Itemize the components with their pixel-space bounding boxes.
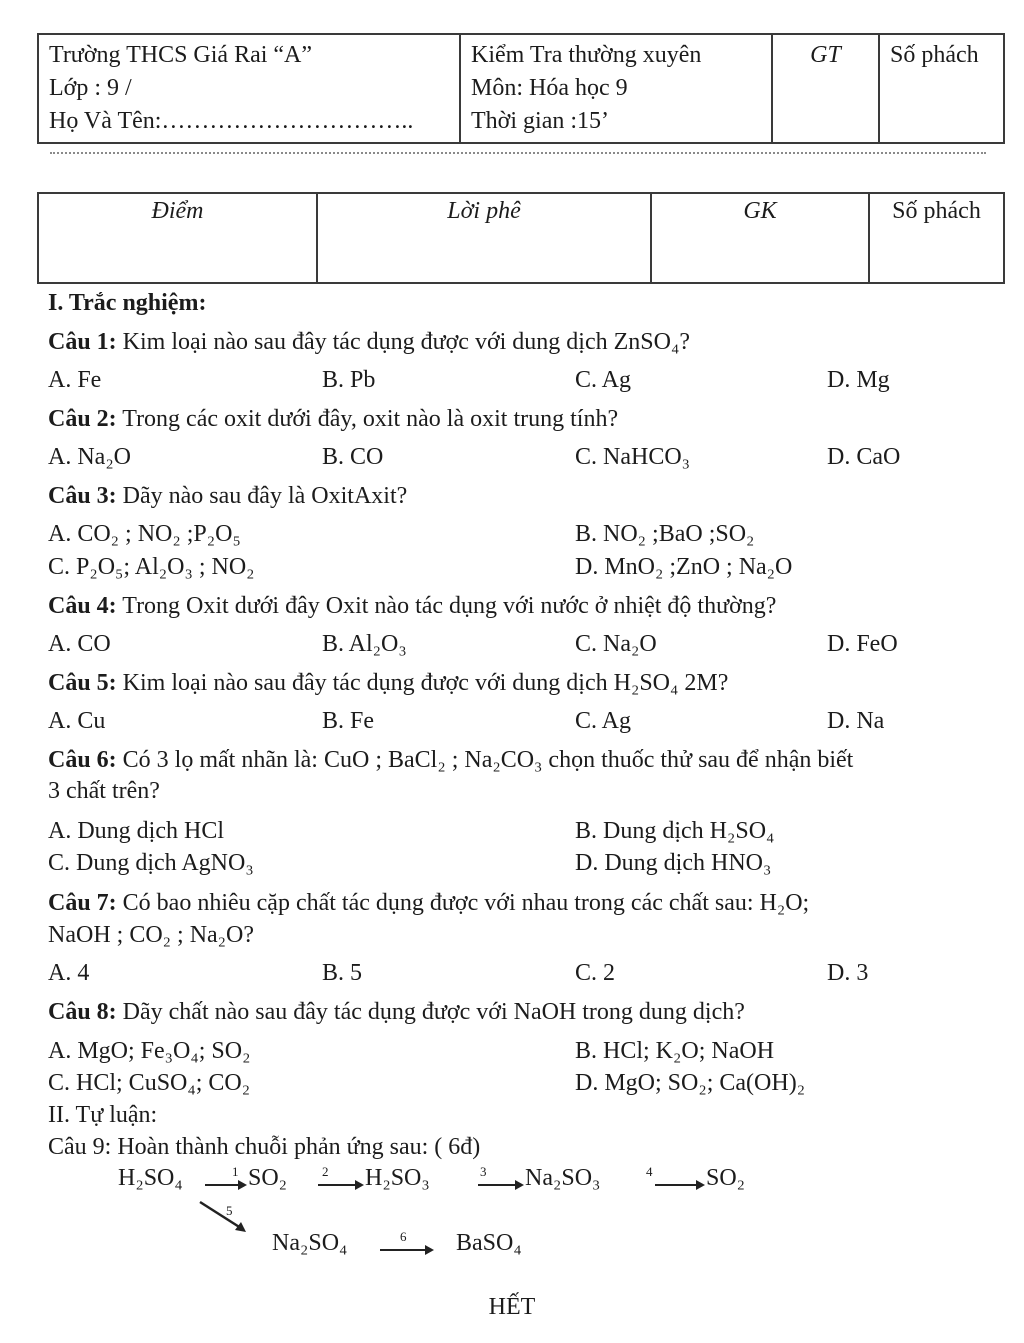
step-number-5: 5 <box>226 1203 233 1218</box>
arrow-4 <box>655 1184 703 1186</box>
question-label: Câu 7: <box>48 890 117 916</box>
step-number-1: 1 <box>232 1164 239 1179</box>
gk-label: GK <box>743 198 777 224</box>
option-d: D. FeO <box>827 631 898 657</box>
option-b: B. Pb <box>322 367 376 393</box>
option-a: A. 4 <box>48 960 90 986</box>
gk-cell <box>651 193 869 283</box>
question-6-cont: 3 chất trên? <box>48 778 160 804</box>
option-a: A. Cu <box>48 708 106 734</box>
compound-baso4: BaSO₄ <box>456 1230 522 1256</box>
option-a: A. CO₂ ; NO₂ ;P₂O₅ <box>48 521 241 547</box>
option-b: B. Dung dịch H₂SO₄ <box>575 818 775 844</box>
option-b: B. HCl; K₂O; NaOH <box>575 1038 775 1064</box>
question-text: Trong Oxit dưới đây Oxit nào tác dụng với nước ở nhiệt độ thường? <box>122 593 777 619</box>
so-phach-cell-2 <box>869 193 1004 283</box>
option-a: A. Dung dịch HCl <box>48 818 224 844</box>
end-marker: HẾT <box>488 1294 536 1320</box>
question-text: Trong các oxit dưới đây, oxit nào là oxit trung tính? <box>122 406 619 432</box>
option-c: C. HCl; CuSO₄; CO₂ <box>48 1070 251 1096</box>
question-4 <box>48 591 776 621</box>
exam-cell <box>460 34 772 143</box>
compound-na2so4: Na₂SO₄ <box>272 1230 348 1256</box>
option-d: D. 3 <box>827 960 869 986</box>
gt-cell <box>772 34 879 143</box>
exam-title: Kiểm Tra thường xuyên <box>471 42 702 68</box>
section-2-heading: II. Tự luận: <box>48 1102 158 1128</box>
option-a: A. Na₂O <box>48 444 132 470</box>
question-5 <box>48 668 728 698</box>
header-table <box>37 33 1005 144</box>
option-b: B. CO <box>322 444 384 470</box>
school-name: Trường THCS Giá Rai “A” <box>49 42 313 68</box>
option-a: A. MgO; Fe₃O₄; SO₂ <box>48 1038 251 1064</box>
question-9: Câu 9: Hoàn thành chuỗi phản ứng sau: ( 6đ) <box>48 1134 481 1160</box>
school-cell <box>38 34 460 143</box>
name-label: Họ Và Tên:………………………….. <box>49 108 414 134</box>
option-d: D. Mg <box>827 367 890 393</box>
compound-na2so3: Na₂SO₃ <box>525 1165 601 1191</box>
question-6 <box>48 745 853 775</box>
question-label: Câu 5: <box>48 670 117 696</box>
arrow-3 <box>478 1184 522 1186</box>
score-table <box>37 192 1005 284</box>
question-label: Câu 1: <box>48 329 117 355</box>
question-3 <box>48 481 407 511</box>
step-number-2: 2 <box>322 1164 329 1179</box>
option-b: B. 5 <box>322 960 363 986</box>
question-8 <box>48 997 745 1027</box>
step-number-6: 6 <box>400 1229 407 1244</box>
option-c: C. Ag <box>575 367 632 393</box>
question-7 <box>48 888 809 918</box>
option-a: A. Fe <box>48 367 102 393</box>
question-text: Có 3 lọ mất nhãn là: CuO ; BaCl₂ ; Na₂CO₃ chọn thuốc thử sau để nhận biết <box>122 747 854 773</box>
question-text: Kim loại nào sau đây tác dụng được với dung dịch H₂SO₄ 2M? <box>122 670 729 696</box>
arrow-6 <box>380 1249 432 1251</box>
question-label: Câu 3: <box>48 483 117 509</box>
time-label: Thời gian :15’ <box>471 108 609 134</box>
compound-h2so4: H₂SO₄ <box>118 1165 183 1191</box>
dotted-separator <box>50 152 986 154</box>
diem-cell <box>38 193 317 283</box>
question-text: Dãy chất nào sau đây tác dụng được với NaOH trong dung dịch? <box>122 999 745 1025</box>
option-c: C. P₂O₅; Al₂O₃ ; NO₂ <box>48 554 255 580</box>
option-c: C. 2 <box>575 960 616 986</box>
option-d: D. MnO₂ ;ZnO ; Na₂O <box>575 554 793 580</box>
gt-label: GT <box>810 42 841 68</box>
option-b: B. Al₂O₃ <box>322 631 407 657</box>
compound-so2-2: SO₂ <box>706 1165 746 1191</box>
step-number-3: 3 <box>480 1164 487 1179</box>
question-label: Câu 4: <box>48 593 117 619</box>
option-b: B. Fe <box>322 708 375 734</box>
question-label: Câu 2: <box>48 406 117 432</box>
option-d: D. MgO; SO₂; Ca(OH)₂ <box>575 1070 806 1096</box>
option-d: D. Dung dịch HNO₃ <box>575 850 772 876</box>
option-b: B. NO₂ ;BaO ;SO₂ <box>575 521 755 547</box>
so-phach-label: Số phách <box>890 42 979 68</box>
question-label: Câu 8: <box>48 999 117 1025</box>
question-text: Kim loại nào sau đây tác dụng được với dung dịch ZnSO₄? <box>122 329 690 355</box>
subject-label: Môn: Hóa học 9 <box>471 75 628 101</box>
option-a: A. CO <box>48 631 111 657</box>
option-c: C. Dung dịch AgNO₃ <box>48 850 254 876</box>
option-d: D. Na <box>827 708 885 734</box>
so-phach-cell <box>879 34 1004 143</box>
option-c: C. Na₂O <box>575 631 657 657</box>
option-c: C. NaHCO₃ <box>575 444 691 470</box>
question-label: Câu 6: <box>48 747 117 773</box>
loi-phe-label: Lời phê <box>447 198 521 224</box>
option-c: C. Ag <box>575 708 632 734</box>
question-2 <box>48 404 618 434</box>
compound-so2: SO₂ <box>248 1165 288 1191</box>
class-label: Lớp : 9 / <box>49 75 132 101</box>
loi-phe-cell <box>317 193 651 283</box>
section-heading: I. Trắc nghiệm: <box>48 290 207 316</box>
question-7-cont: NaOH ; CO₂ ; Na₂O? <box>48 922 255 948</box>
arrow-2 <box>318 1184 362 1186</box>
question-1 <box>48 327 690 357</box>
step-number-4: 4 <box>646 1164 653 1179</box>
compound-h2so3: H₂SO₃ <box>365 1165 430 1191</box>
diem-label: Điểm <box>151 198 204 224</box>
so-phach-label-2: Số phách <box>892 198 981 224</box>
question-text: Có bao nhiêu cặp chất tác dụng được với nhau trong các chất sau: H₂O; <box>122 890 810 916</box>
option-d: D. CaO <box>827 444 901 470</box>
question-text: Dãy nào sau đây là OxitAxit? <box>122 483 408 509</box>
arrow-1 <box>205 1184 245 1186</box>
